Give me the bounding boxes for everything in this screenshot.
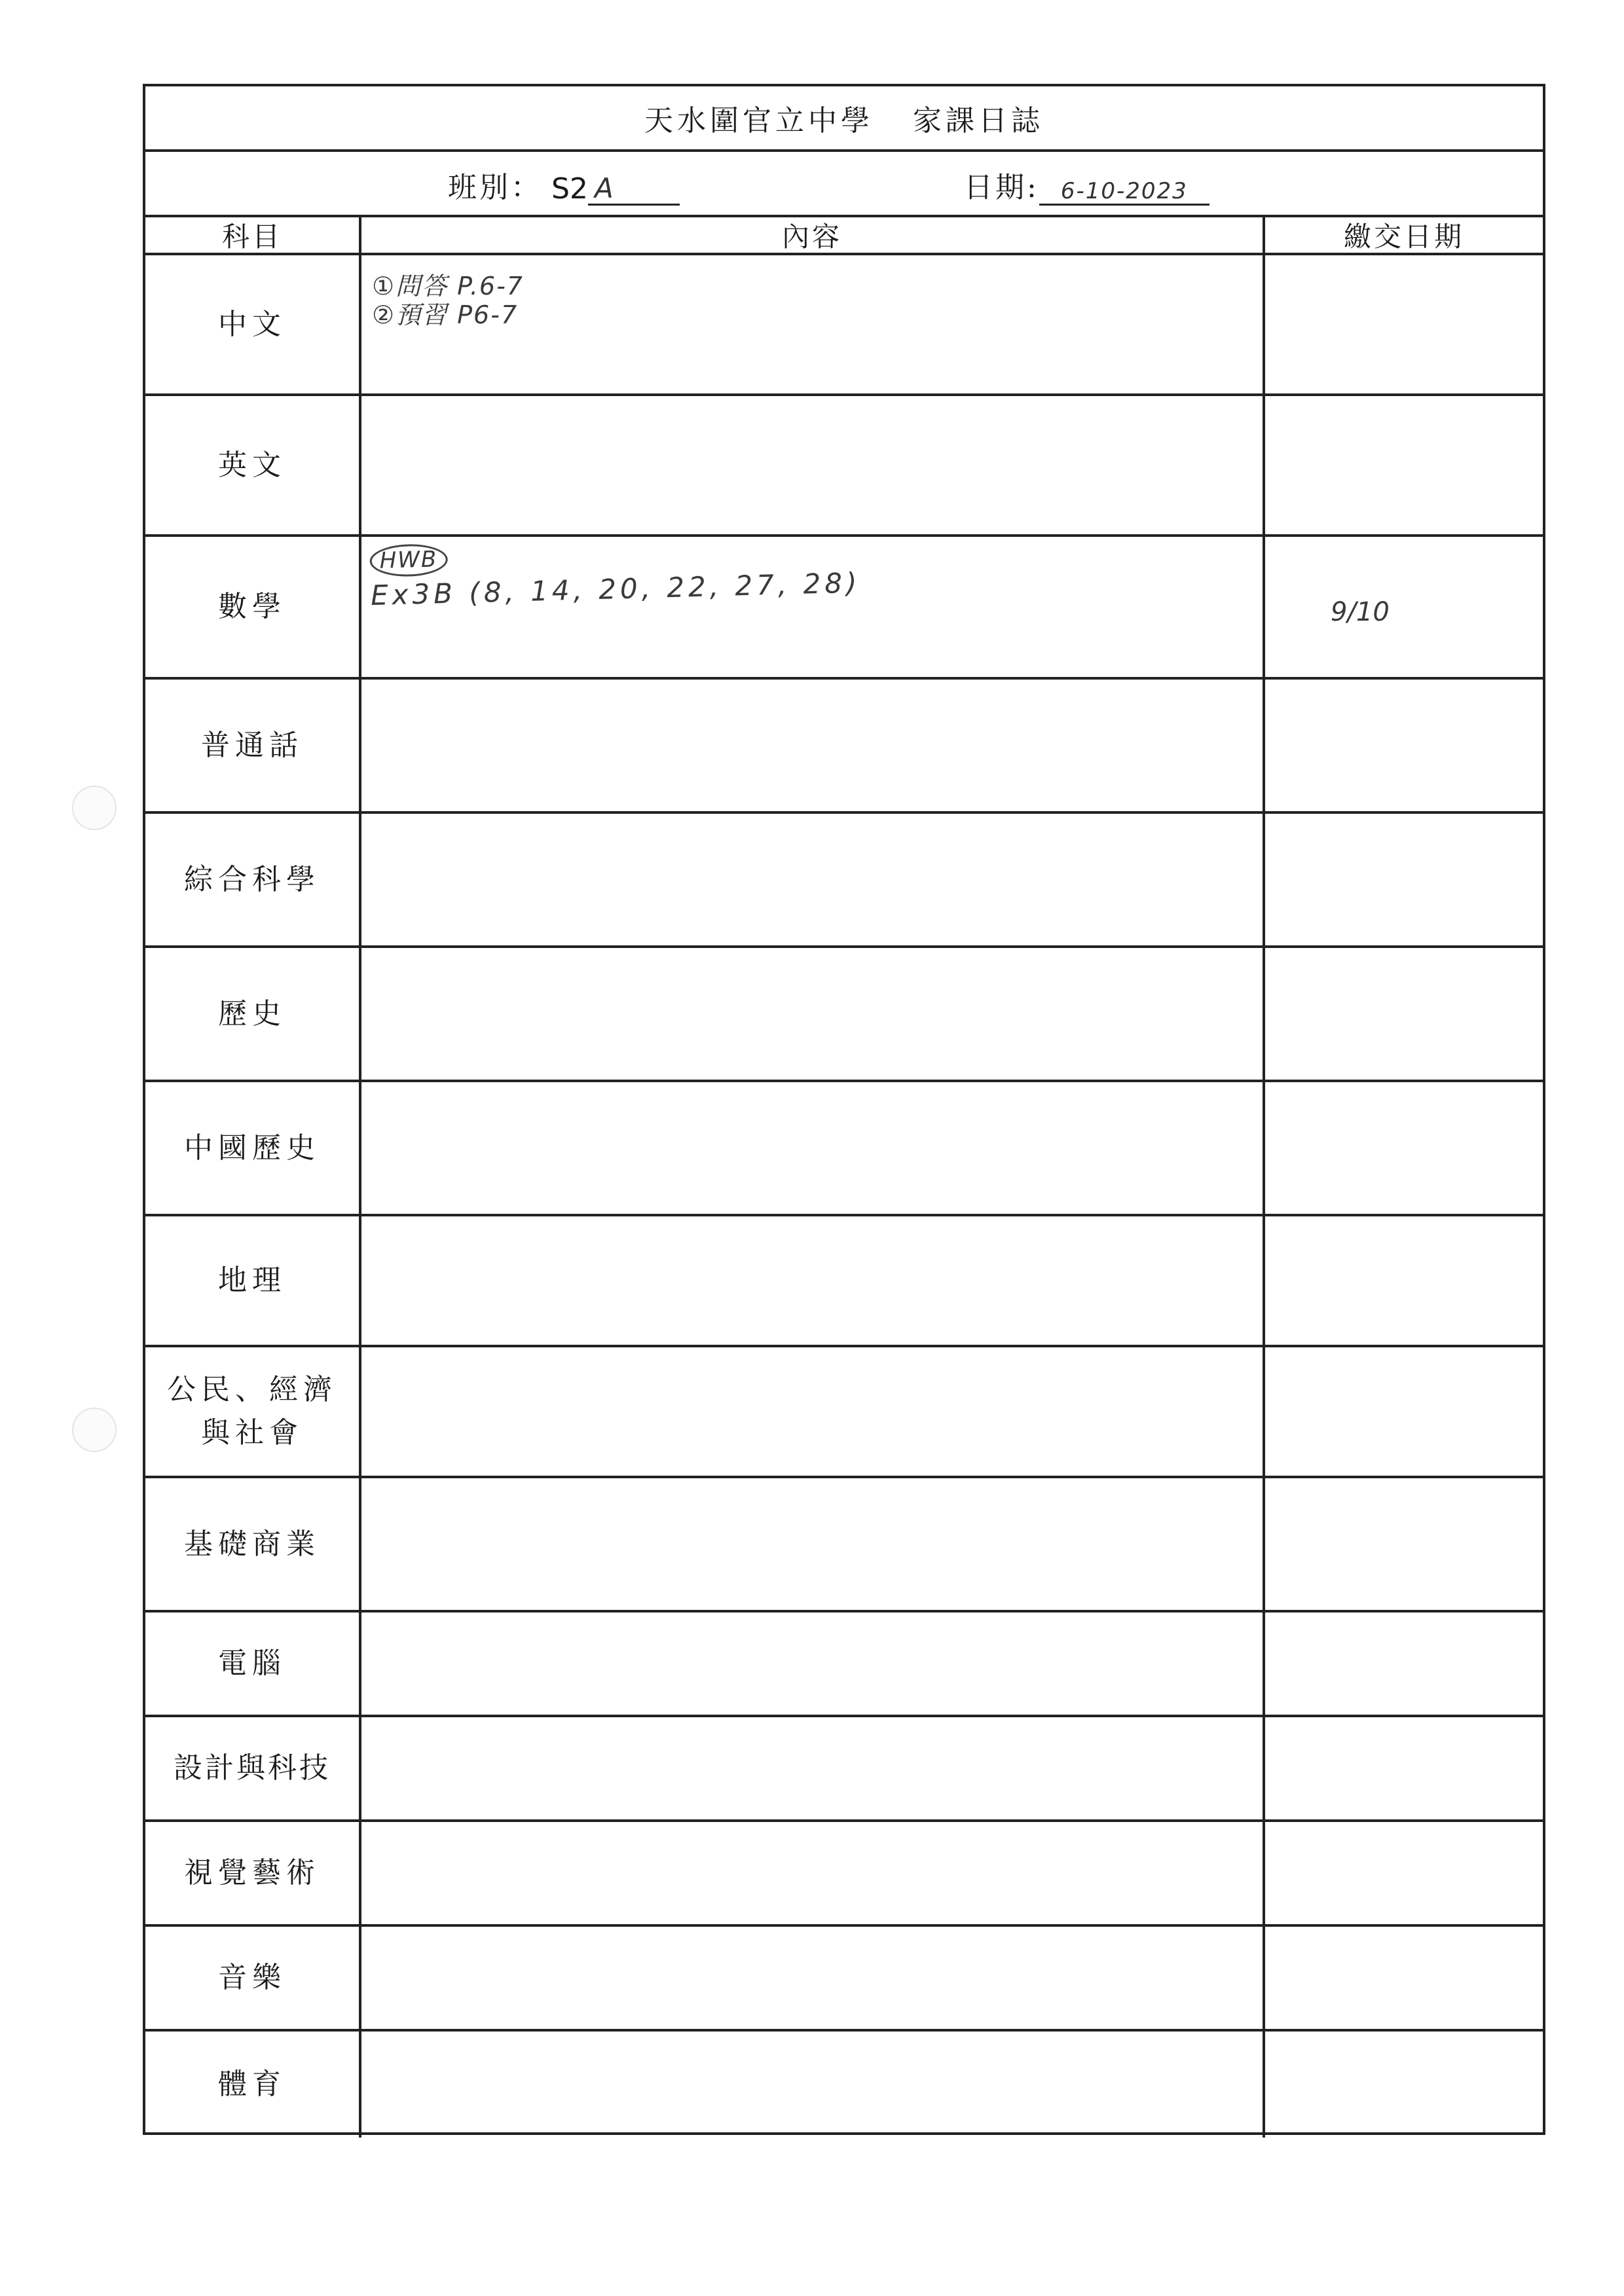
- due-date-cell[interactable]: [1265, 948, 1543, 1082]
- content-cell[interactable]: [361, 1082, 1265, 1216]
- homework-diary-sheet: [143, 84, 1545, 2135]
- form-title: 家課日誌: [913, 104, 1044, 137]
- column-header-content: 內容: [361, 217, 1265, 255]
- content-cell[interactable]: [361, 1717, 1265, 1822]
- due-date-cell[interactable]: [1265, 1082, 1543, 1216]
- class-value: A: [588, 173, 680, 206]
- chinese-homework-line: ②預習 P6-7: [372, 300, 519, 329]
- date-field: [964, 164, 1209, 206]
- due-date-cell-math[interactable]: [1265, 537, 1543, 680]
- due-date-cell[interactable]: [1265, 1613, 1543, 1717]
- subject-cell: 中國歷史: [145, 1082, 361, 1216]
- due-date-cell[interactable]: [1265, 2032, 1543, 2138]
- subject-cell: 歷史: [145, 948, 361, 1082]
- content-cell[interactable]: [361, 1927, 1265, 2032]
- subject-cell: 地理: [145, 1216, 361, 1347]
- subject-cell: 體育: [145, 2032, 361, 2138]
- content-cell[interactable]: [361, 1478, 1265, 1613]
- subject-cell: 設計與科技: [145, 1717, 361, 1822]
- title-row: [145, 86, 1543, 152]
- punch-hole-top: [72, 786, 117, 830]
- math-homework-line: Ex3B (8, 14, 20, 22, 27, 28): [370, 566, 861, 612]
- hwb-circled-tag: HWB: [369, 543, 448, 577]
- due-date-cell[interactable]: [1265, 1927, 1543, 2032]
- subject-cell: 數學: [145, 537, 361, 680]
- content-cell[interactable]: [361, 1347, 1265, 1478]
- due-date-cell[interactable]: [1265, 814, 1543, 948]
- math-homework: [369, 530, 861, 611]
- due-date-cell[interactable]: [1265, 1216, 1543, 1347]
- content-cell[interactable]: [361, 680, 1265, 814]
- class-prefix: S2: [551, 172, 588, 206]
- due-date-cell[interactable]: [1265, 680, 1543, 814]
- subject-cell: 英文: [145, 396, 361, 537]
- subject-cell: 普通話: [145, 680, 361, 814]
- due-date-cell[interactable]: [1265, 396, 1543, 537]
- chinese-homework-line: ①問答 P.6-7: [372, 272, 524, 301]
- date-value: 6-10-2023: [1039, 179, 1209, 206]
- homework-table: [145, 217, 1543, 2138]
- content-cell-chinese[interactable]: [361, 255, 1265, 396]
- due-date-cell[interactable]: [1265, 1347, 1543, 1478]
- subject-cell: 視覺藝術: [145, 1822, 361, 1927]
- column-header-due-date: 繳交日期: [1265, 217, 1543, 255]
- due-date-cell[interactable]: [1265, 1478, 1543, 1613]
- content-cell[interactable]: [361, 1822, 1265, 1927]
- date-label: 日期:: [964, 171, 1039, 204]
- content-cell[interactable]: [361, 948, 1265, 1082]
- chinese-homework: [372, 272, 524, 329]
- school-name: 天水圍官立中學: [644, 104, 874, 137]
- subject-cell: 基礎商業: [145, 1478, 361, 1613]
- class-field: [448, 164, 680, 206]
- class-label: 班別：: [448, 171, 542, 204]
- subject-cell: 公民、經濟 與社會: [145, 1347, 361, 1478]
- content-cell-math[interactable]: [361, 537, 1265, 680]
- subject-cell: 電腦: [145, 1613, 361, 1717]
- subject-cell: 綜合科學: [145, 814, 361, 948]
- column-header-subject: 科目: [145, 217, 361, 255]
- due-date-cell[interactable]: [1265, 1717, 1543, 1822]
- content-cell[interactable]: [361, 2032, 1265, 2138]
- meta-row: [145, 152, 1543, 217]
- content-cell[interactable]: [361, 1613, 1265, 1717]
- subject-cell: 中文: [145, 255, 361, 396]
- subject-cell: 音樂: [145, 1927, 361, 2032]
- content-cell[interactable]: [361, 814, 1265, 948]
- punch-hole-bottom: [72, 1408, 117, 1452]
- math-due-date: 9/10: [1331, 597, 1390, 627]
- due-date-cell[interactable]: [1265, 1822, 1543, 1927]
- due-date-cell[interactable]: [1265, 255, 1543, 396]
- content-cell[interactable]: [361, 1216, 1265, 1347]
- content-cell[interactable]: [361, 396, 1265, 537]
